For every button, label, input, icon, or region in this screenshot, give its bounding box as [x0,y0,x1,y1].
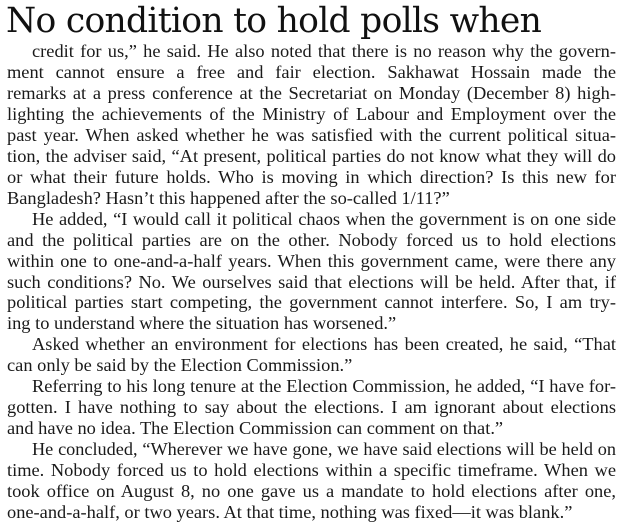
paragraph-line: past year. When asked whether he was satisfied with the current political situa- [7,124,616,145]
headline: No condition to hold polls when [6,1,542,41]
paragraph-line: Referring to his long tenure at the Election Commission, he added, “I have for- [32,376,616,397]
paragraph-line: Asked whether an environment for elections has been created, he said, “That [32,334,616,355]
paragraph-line: He concluded, “Wherever we have gone, we have said elections will be held on [32,439,616,460]
paragraph-line: remarks at a press conference at the Secretariat on Monday (December 8) high- [7,82,616,103]
paragraph-line: one-and-a-half, or two years. At that time, nothing was fixed—it was blank.” [7,502,573,522]
paragraph-line: or what their future holds. Who is moving in which direction? Is this new for [7,166,616,187]
paragraph-line: took office on August 8, no one gave us a mandate to hold elections after one, [7,481,616,502]
paragraph-line: credit for us,” he said. He also noted that there is no reason why the govern- [32,41,616,61]
paragraph-line: lighting the achievements of the Ministry of Labour and Employment over the [7,103,616,124]
paragraph-line: tion, the adviser said, “At present, political parties do not know what they will do [7,145,616,166]
paragraph-line: He added, “I would call it political chaos when the government is on one side [32,208,616,229]
paragraph-line: within one to one-and-a-half years. When this government came, were there any [7,250,616,271]
paragraph-line: ing to understand where the situation has worsened.” [7,313,397,334]
paragraph-line: time. Nobody forced us to hold elections within a specific timeframe. When we [7,460,616,481]
paragraph-line: can only be said by the Election Commission.” [7,355,353,376]
paragraph-line: political parties start competing, the government cannot interfere. So, I am try- [7,292,616,313]
paragraph-line: gotten. I have nothing to say about the elections. I am ignorant about elections [7,397,616,418]
paragraph-line: such conditions? No. We ourselves said that elections will be held. After that, if [7,271,616,292]
paragraph-line: and the political parties are on the other. Nobody forced us to hold elections [7,229,616,250]
paragraph-line: and have no idea. The Election Commission can comment on that.” [7,418,504,439]
paragraph-line: ment cannot ensure a free and fair election. Sakhawat Hossain made the [7,61,616,82]
paragraph-line: Bangladesh? Hasn’t this happened after the so-called 1/11?” [7,187,450,208]
